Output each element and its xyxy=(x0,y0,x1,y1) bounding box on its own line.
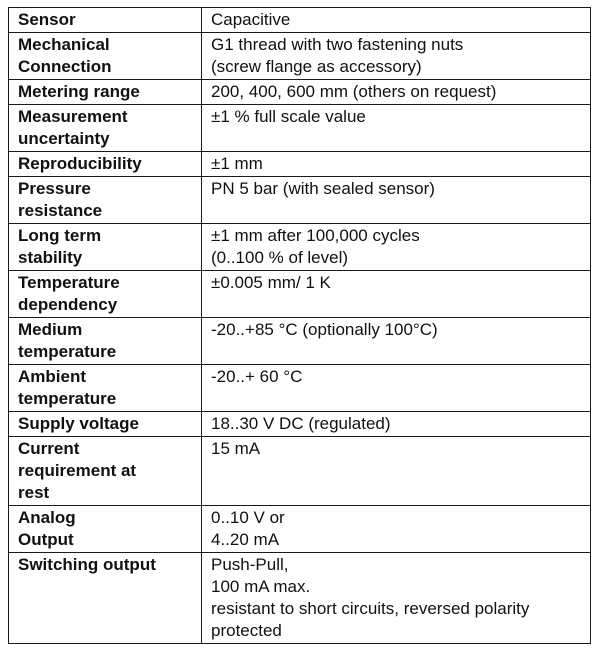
row-label-long-term-stability xyxy=(9,224,202,271)
row-value-supply-voltage xyxy=(202,412,591,437)
table-row xyxy=(9,105,591,152)
label-line: Mechanical xyxy=(18,35,110,54)
label-line: Medium xyxy=(18,320,83,339)
row-value-measurement-uncertainty xyxy=(202,105,591,152)
value-line: 4..20 mA xyxy=(211,530,280,549)
table-row xyxy=(9,152,591,177)
label-line: Pressure xyxy=(18,179,91,198)
value-line: Push-Pull, xyxy=(211,555,289,574)
label-line: Measurement xyxy=(18,107,128,126)
row-label-medium-temperature xyxy=(9,318,202,365)
value-line: 100 mA max. xyxy=(211,577,311,596)
row-label-measurement-uncertainty xyxy=(9,105,202,152)
row-label-switching-output xyxy=(9,553,202,644)
row-value-metering-range xyxy=(202,80,591,105)
row-label-metering-range xyxy=(9,80,202,105)
row-value-long-term-stability xyxy=(202,224,591,271)
value-line: Capacitive xyxy=(211,10,291,29)
row-label-analog-output xyxy=(9,506,202,553)
label-line: dependency xyxy=(18,295,118,314)
table-row xyxy=(9,224,591,271)
row-label-sensor xyxy=(9,8,202,33)
value-line: 200, 400, 600 mm (others on request) xyxy=(211,82,497,101)
label-line: resistance xyxy=(18,201,103,220)
table-row xyxy=(9,8,591,33)
table-row xyxy=(9,365,591,412)
value-line: (0..100 % of level) xyxy=(211,248,349,267)
label-line: requirement at xyxy=(18,461,137,480)
label-line: temperature xyxy=(18,389,117,408)
row-value-mechanical-connection xyxy=(202,33,591,80)
table-row xyxy=(9,506,591,553)
row-label-current-requirement xyxy=(9,437,202,506)
specification-table-body xyxy=(9,8,591,644)
row-value-temperature-dependency xyxy=(202,271,591,318)
value-line: protected xyxy=(211,621,282,640)
table-row xyxy=(9,318,591,365)
value-line: PN 5 bar (with sealed sensor) xyxy=(211,179,435,198)
label-line: Switching output xyxy=(18,555,156,574)
row-value-pressure-resistance xyxy=(202,177,591,224)
label-line: Sensor xyxy=(18,10,76,29)
row-value-medium-temperature xyxy=(202,318,591,365)
row-label-ambient-temperature xyxy=(9,365,202,412)
value-line: (screw flange as accessory) xyxy=(211,57,422,76)
label-line: rest xyxy=(18,483,50,502)
label-line: Reproducibility xyxy=(18,154,142,173)
label-line: uncertainty xyxy=(18,129,110,148)
table-row xyxy=(9,412,591,437)
table-row xyxy=(9,80,591,105)
row-value-analog-output xyxy=(202,506,591,553)
value-line: ±0.005 mm/ 1 K xyxy=(211,273,331,292)
label-line: Supply voltage xyxy=(18,414,139,433)
label-line: temperature xyxy=(18,342,117,361)
value-line: ±1 mm xyxy=(211,154,263,173)
value-line: ±1 % full scale value xyxy=(211,107,366,126)
row-value-switching-output xyxy=(202,553,591,644)
label-line: Current xyxy=(18,439,80,458)
value-line: resistant to short circuits, reversed polarity xyxy=(211,599,530,618)
label-line: Ambient xyxy=(18,367,86,386)
row-value-current-requirement xyxy=(202,437,591,506)
label-line: Temperature xyxy=(18,273,120,292)
row-label-reproducibility xyxy=(9,152,202,177)
table-row xyxy=(9,177,591,224)
label-line: Analog xyxy=(18,508,76,527)
value-line: 0..10 V or xyxy=(211,508,285,527)
row-label-pressure-resistance xyxy=(9,177,202,224)
table-row xyxy=(9,553,591,644)
label-line: Long term xyxy=(18,226,102,245)
value-line: 15 mA xyxy=(211,439,261,458)
row-label-supply-voltage xyxy=(9,412,202,437)
row-label-mechanical-connection xyxy=(9,33,202,80)
value-line: G1 thread with two fastening nuts xyxy=(211,35,464,54)
table-row xyxy=(9,437,591,506)
value-line: 18..30 V DC (regulated) xyxy=(211,414,391,433)
label-line: Connection xyxy=(18,57,112,76)
row-value-ambient-temperature xyxy=(202,365,591,412)
value-line: -20..+85 °C (optionally 100°C) xyxy=(211,320,438,339)
label-line: stability xyxy=(18,248,83,267)
table-row xyxy=(9,271,591,318)
label-line: Output xyxy=(18,530,74,549)
row-value-sensor xyxy=(202,8,591,33)
table-row xyxy=(9,33,591,80)
value-line: ±1 mm after 100,000 cycles xyxy=(211,226,420,245)
label-line: Metering range xyxy=(18,82,140,101)
row-value-reproducibility xyxy=(202,152,591,177)
value-line: -20..+ 60 °C xyxy=(211,367,303,386)
row-label-temperature-dependency xyxy=(9,271,202,318)
specification-table xyxy=(8,7,591,644)
